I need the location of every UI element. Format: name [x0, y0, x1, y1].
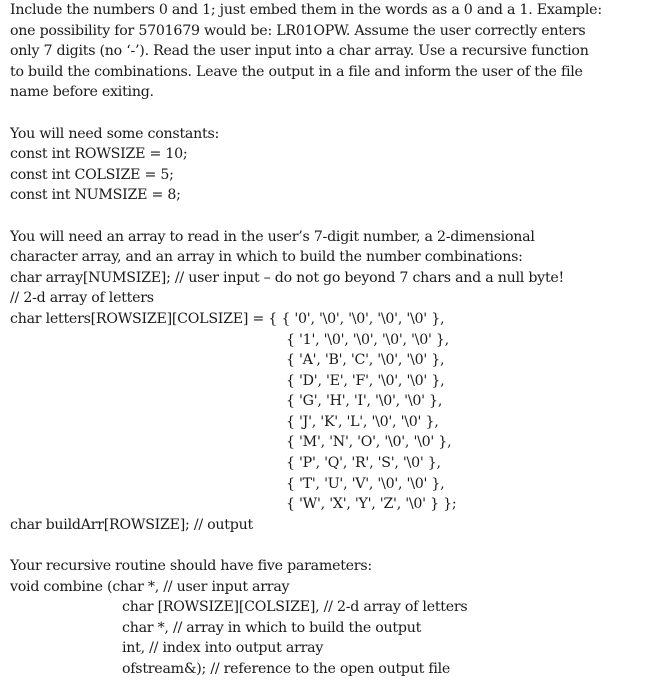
combine-signature: void combine (char *, // user input array — [10, 578, 290, 595]
letters-row: { 'G', 'H', 'I', '\0', '\0' }, — [286, 393, 443, 410]
intro-line: to build the combinations. Leave the output in a file and inform the user of the file — [10, 63, 583, 80]
letters-row: { '1', '\0', '\0', '\0', '\0' }, — [286, 331, 449, 348]
recursive-heading: Your recursive routine should have five parameters: — [10, 558, 372, 575]
constant-numsize: const int NUMSIZE = 8; — [10, 187, 181, 204]
constants-section — [10, 124, 640, 206]
arrays-description-line: character array, and an array in which to build the number combinations: — [10, 249, 523, 266]
intro-line: one possibility for 5701679 would be: LR01OPW. Assume the user correctly enters — [10, 22, 586, 39]
input-array-declaration: char array[NUMSIZE]; // user input – do not go beyond 7 chars and a null byte! — [10, 269, 564, 286]
constant-rowsize: const int ROWSIZE = 10; — [10, 146, 188, 163]
letters-row: { 'T', 'U', 'V', '\0', '\0' }, — [286, 475, 445, 492]
letters-row: { 'W', 'X', 'Y', 'Z', '\0' } }; — [286, 496, 457, 513]
paragraph-spacer — [10, 103, 640, 124]
letters-row: { 'M', 'N', 'O', '\0', '\0' }, — [286, 434, 452, 451]
combine-param: char [ROWSIZE][COLSIZE], // 2-d array of letters — [122, 599, 468, 616]
letters-row: { 'A', 'B', 'C', '\0', '\0' }, — [286, 352, 445, 369]
intro-line: only 7 digits (no ‘-’). Read the user input into a char array. Use a recursive function — [10, 43, 589, 60]
paragraph-spacer — [10, 206, 640, 227]
recursive-section — [10, 556, 640, 680]
arrays-section — [10, 227, 640, 536]
letters-row: { 'J', 'K', 'L', '\0', '\0' }, — [286, 413, 439, 430]
intro-line: name before exiting. — [10, 84, 154, 101]
combine-param: ofstream&); // reference to the open output file — [122, 661, 451, 677]
constant-colsize: const int COLSIZE = 5; — [10, 166, 174, 183]
letters-row: { 'P', 'Q', 'R', 'S', '\0' }, — [286, 455, 441, 472]
assignment-document — [10, 0, 640, 680]
paragraph-spacer — [10, 535, 640, 556]
letters-comment: // 2-d array of letters — [10, 290, 154, 307]
letters-row: { 'D', 'E', 'F', '\0', '\0' }, — [286, 372, 445, 389]
arrays-description-line: You will need an array to read in the user’s 7-digit number, a 2-dimensional — [10, 228, 535, 245]
intro-line: Include the numbers 0 and 1; just embed them in the words as a 0 and a 1. Example: — [10, 2, 602, 18]
constants-heading: You will need some constants: — [10, 125, 220, 142]
intro-paragraph — [10, 0, 640, 103]
combine-param: char *, // array in which to build the output — [122, 619, 422, 636]
combine-param: int, // index into output array — [122, 640, 324, 657]
letters-declaration: char letters[ROWSIZE][COLSIZE] = { { '0', '\0', '\0', '\0', '\0' }, — [10, 310, 445, 327]
build-arr-declaration: char buildArr[ROWSIZE]; // output — [10, 516, 253, 533]
